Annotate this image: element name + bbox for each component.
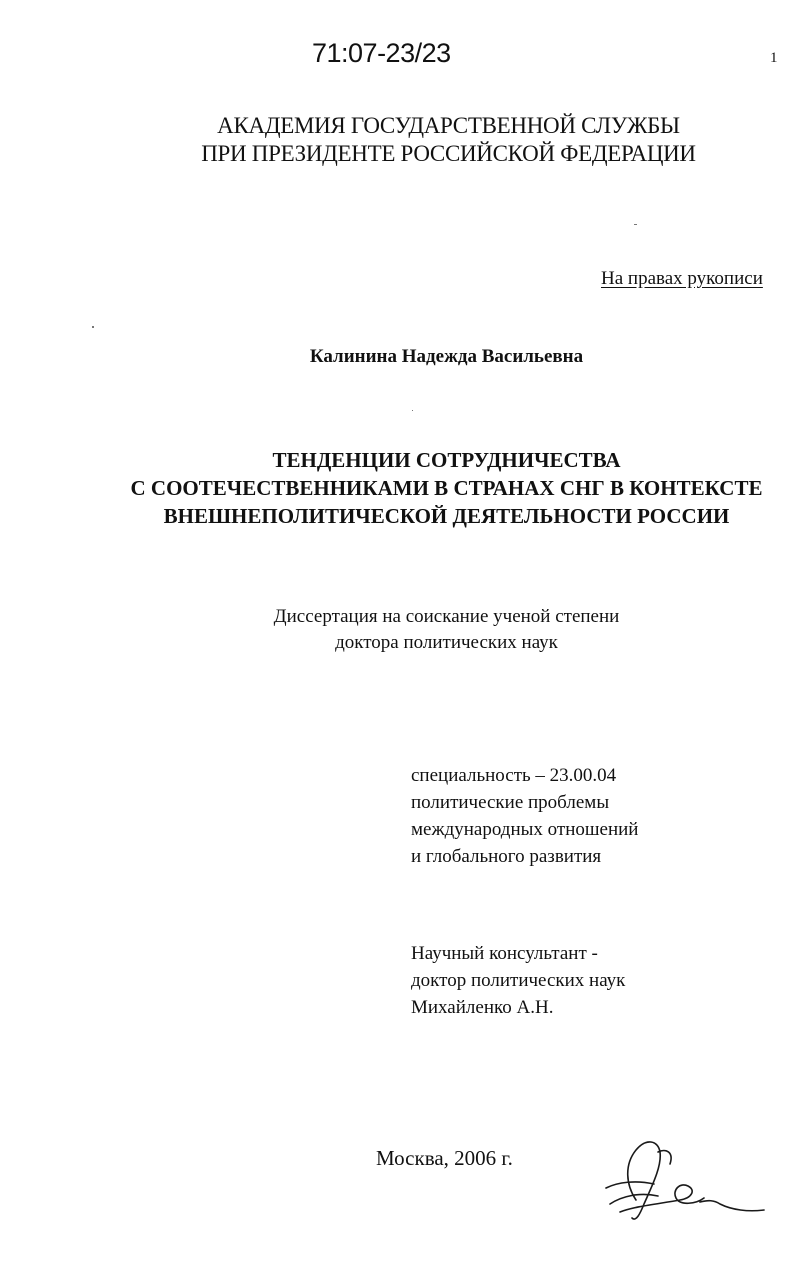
advisor-line-2: доктор политических наук — [411, 970, 626, 991]
institution-line-1: АКАДЕМИЯ ГОСУДАРСТВЕННОЙ СЛУЖБЫ — [217, 113, 680, 138]
title-line-1: ТЕНДЕНЦИИ СОТРУДНИЧЕСТВА — [272, 448, 621, 472]
author-name: Калинина Надежда Васильевна — [309, 346, 584, 367]
scientific-advisor-block — [411, 940, 625, 1021]
advisor-line-3: Михайленко А.Н. — [411, 997, 554, 1018]
degree-line-2: доктора политических наук — [335, 632, 558, 653]
scan-speck — [412, 410, 413, 411]
institution-line-2: ПРИ ПРЕЗИДЕНТЕ РОССИЙСКОЙ ФЕДЕРАЦИИ — [201, 141, 696, 166]
scan-speck — [92, 326, 94, 328]
handwritten-signature — [596, 1130, 766, 1230]
specialty-line-3: международных отношений — [411, 819, 639, 840]
degree-statement — [0, 604, 797, 656]
degree-line-1: Диссертация на соискание ученой степени — [273, 606, 620, 627]
specialty-block — [411, 762, 638, 870]
advisor-line-1: Научный консультант - — [411, 943, 598, 964]
institution-heading — [0, 112, 797, 168]
city-year: Москва, 2006 г. — [376, 1146, 513, 1170]
specialty-line-2: политические проблемы — [411, 792, 610, 813]
catalog-stamp-code: 71:07-23/23 — [312, 38, 451, 68]
page-number: 1 — [770, 50, 778, 66]
scan-speck — [634, 224, 637, 225]
title-line-2: С СООТЕЧЕСТВЕННИКАМИ В СТРАНАХ СНГ В КОНТЕКСТЕ — [130, 476, 763, 500]
specialty-line-4: и глобального развития — [411, 846, 602, 867]
specialty-line-1: специальность – 23.00.04 — [411, 765, 617, 786]
manuscript-rights-note: На правах рукописи — [601, 268, 763, 289]
dissertation-title — [0, 446, 797, 530]
title-line-3: ВНЕШНЕПОЛИТИЧЕСКОЙ ДЕЯТЕЛЬНОСТИ РОССИИ — [163, 504, 730, 528]
